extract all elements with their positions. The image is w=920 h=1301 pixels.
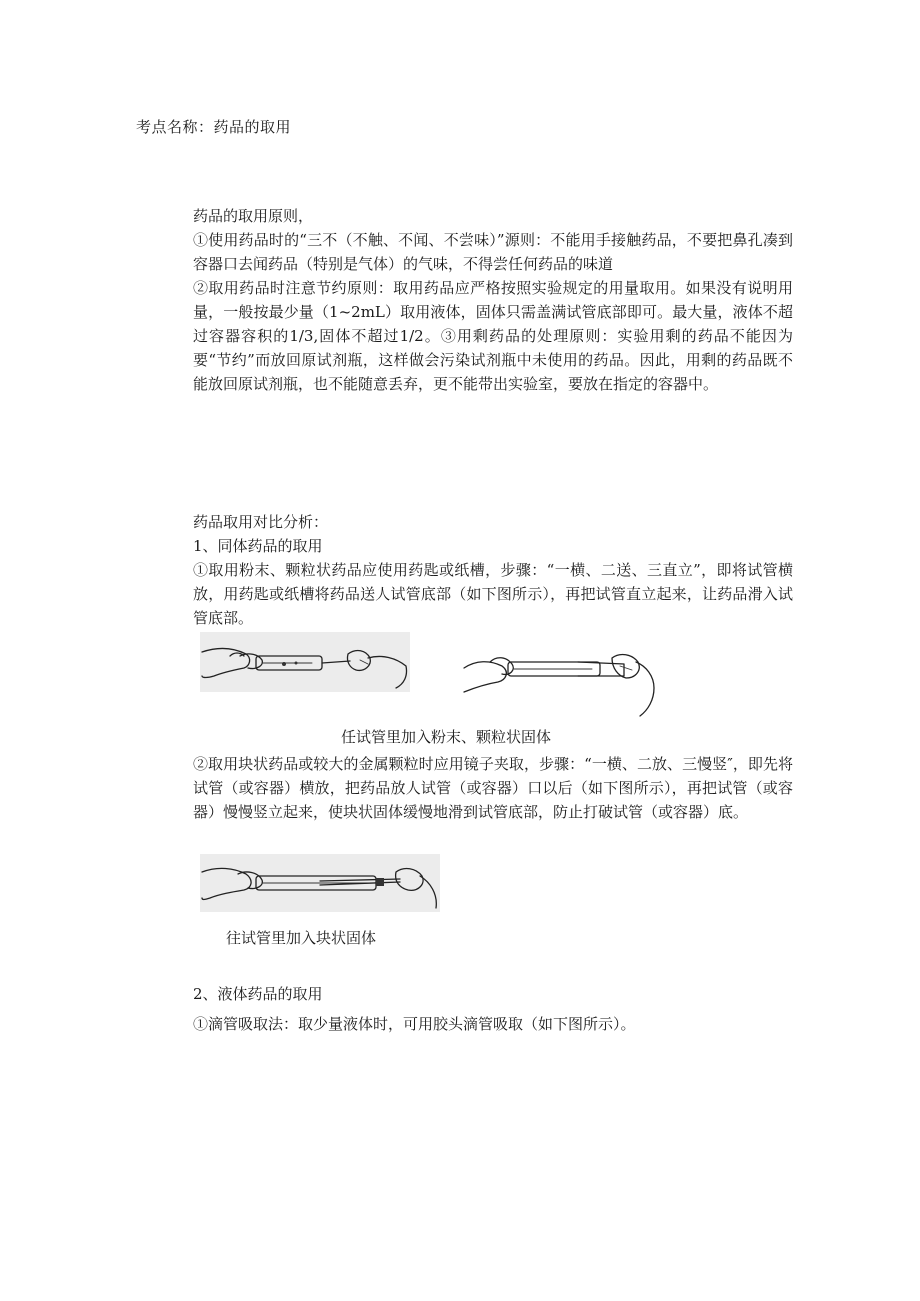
block-text: ②取用块状药品或较大的金属颗粒时应用镜子夹取，步骤：“一横、二放、三慢竖″，即先将试管（或容器）横放，把药品放人试管（或容器）口以后（如下图所示），再把试管（或容器）慢慢竖立起来，使块状固体缓慢地滑到试管底部，防止打破试管（或容器）底。: [193, 755, 793, 821]
principles-section: [193, 204, 793, 396]
powder-text: ①取用粉末、颗粒状药品应使用药匙或纸槽，步骤：“一横、二送、三直立”，即将试管横放，用药匙或纸槽将药品送人试管底部（如下图所示），再把试管直立起来，让药品滑入试管底部。: [193, 561, 793, 627]
block-solid-tweezers-illustration: [200, 854, 440, 912]
liquid-title: 2、液体药品的取用: [193, 985, 323, 1003]
analysis-section: [193, 510, 793, 630]
paper-trough-illustration: [460, 640, 660, 720]
powder-spoon-illustration: [200, 632, 410, 692]
figure2-caption: 往试管里加入块状固体: [226, 929, 377, 947]
principle-1: ①使用药品时的“三不（不触、不闻、不尝味）”源则：不能用手接触药品，不要把鼻孔凑到容器口去闻药品（特别是气体）的气味，不得尝任何药品的味道: [193, 231, 793, 273]
dropper-text: ①滴管吸取法：取少量液体时，可用胶头滴管吸取（如下图所示）。: [193, 1015, 636, 1033]
solid-title: 1、同体药品的取用: [193, 537, 323, 555]
analysis-heading: 药品取用对比分析：: [193, 513, 329, 531]
principles-heading: 药品的取用原则，: [193, 207, 314, 225]
page-title: 考点名称：药品的取用: [136, 118, 292, 136]
figure1-caption: 任试管里加入粉末、颗粒状固体: [341, 728, 552, 746]
liquid-section: [193, 982, 793, 1036]
principle-2-3: ②取用药品时注意节约原则：取用药品应严格按照实验规定的用量取用。如果没有说明用量，一般按最少量（1~2mL）取用液体，固体只需盖满试管底部即可。最大量，液体不超过容器容积的1/3,固体不超过1/2。③用剩药品的处理原则：实验用剩的药品不能因为要“节约”而放回原试剂瓶，这样做会污染试剂瓶中未使用的药品。因此，用剩的药品既不能放回原试剂瓶，也不能随意丢弃，更不能带出实验室，要放在指定的容器中。: [193, 279, 793, 393]
block-solid-section: [193, 752, 793, 824]
